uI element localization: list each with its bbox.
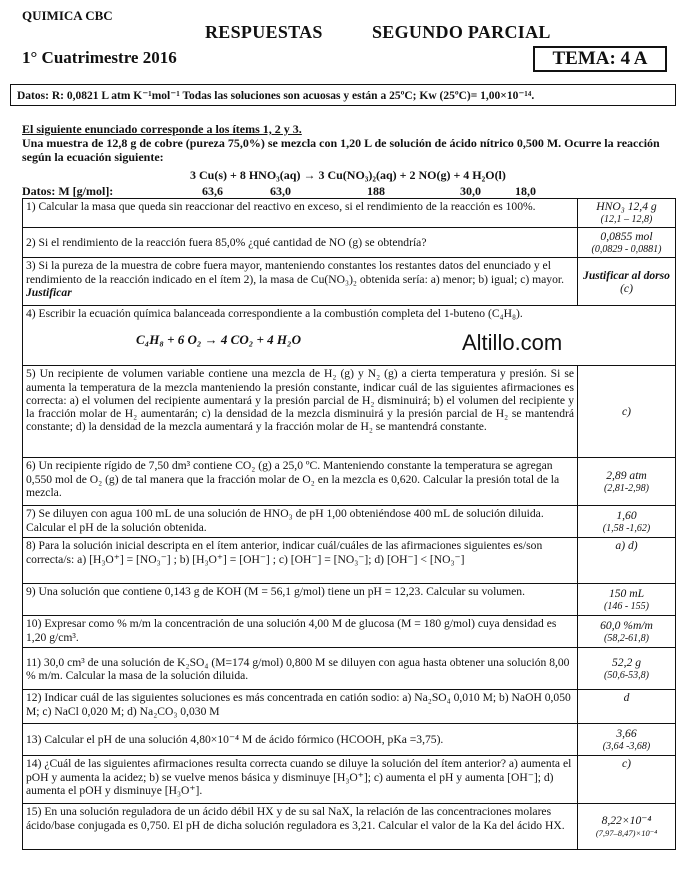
answer-value: 3,66 [616, 726, 637, 740]
watermark-logo: Altillo.com [462, 330, 563, 355]
intro-heading: El siguiente enunciado corresponde a los ítems 1, 2 y 3. [22, 122, 302, 136]
molar-mass-no: 30,0 [460, 184, 481, 198]
question-text: 7) Se diluyen con agua 100 mL de una solución de HNO₃ de pH 1,00 obteniéndose 400 mL de solución diluida. Calcular el pH de la solución obtenida. [23, 506, 578, 538]
datos-line: Datos: R: 0,0821 L atm K⁻¹mol⁻¹ Todas las soluciones son acuosas y están a 25ºC; Kw (25ºC)= 1,00×10⁻¹⁴. [10, 84, 676, 106]
intro-block [22, 122, 678, 164]
answer-value: 0,0855 mol [600, 229, 653, 243]
answer-value: HNO₃ 12,4 g [596, 200, 657, 213]
molar-mass-hno3: 63,0 [270, 184, 291, 198]
question-row [23, 616, 676, 648]
answer-range: (50,6-53,8) [604, 669, 649, 681]
molar-mass-cu: 63,6 [202, 184, 223, 198]
question-text: 1) Calcular la masa que queda sin reaccionar del reactivo en exceso, si el rendimiento de la reacción es 100%. [23, 199, 578, 228]
question-text: 13) Calcular el pH de una solución 4,80×10⁻⁴ M de ácido fórmico (HCOOH, pKa =3,75). [23, 724, 578, 756]
question-row [23, 458, 676, 506]
answer-range: (2,81-2,98) [604, 482, 649, 494]
question-row [23, 258, 676, 306]
intro-text: Una muestra de 12,8 g de cobre (pureza 75,0%) se mezcla con 1,20 L de solución de ácido nítrico 0,500 M. Ocurre la reacción según la ecuación siguiente: [22, 136, 660, 164]
answer-value: 52,2 g [612, 655, 641, 669]
answer-value: C₄H₈ + 6 O₂ → 4 CO₂ + 4 H₂O [136, 331, 301, 347]
question-text: 15) En una solución reguladora de un ácido débil HX y de su sal NaX, la relación de las concentraciones molares ácido/base conjugada es 0,750. El pH de dicha solución reguladora es 3,21. Calcular el valor de la Ka del ácido HX. [23, 804, 578, 850]
answer-range: (7,97–8,47)×10⁻⁴ [595, 827, 658, 838]
question-text: 2) Si el rendimiento de la reacción fuera 85,0% ¿qué cantidad de NO (g) se obtendría? [23, 228, 578, 258]
question-row [23, 506, 676, 538]
question-text: 3) Si la pureza de la muestra de cobre fuera mayor, manteniendo constantes los restantes datos del enunciado y el rendimiento de la reacción indicado en el ítem 2), la masa de Cu(NO₃)₂ obtenida sería: a) menor; b) igual; c) mayor. [26, 259, 564, 286]
answer-value: 150 mL [608, 586, 645, 600]
doc-title-left: RESPUESTAS [205, 22, 323, 42]
question-row [23, 804, 676, 850]
answer-value: 1,60 [616, 508, 637, 522]
answer-value: Justificar al dorso [583, 268, 670, 282]
reaction-equation: 3 Cu(s) + 8 HNO₃(aq) → 3 Cu(NO₃)₂(aq) + 2 NO(g) + 4 H₂O(l) [190, 168, 506, 182]
question-text: 11) 30,0 cm³ de una solución de K₂SO₄ (M=174 g/mol) 0,800 M se diluyen con agua hasta obtener una solución 8,00 % m/m. Calcular la masa de la solución diluida. [23, 648, 578, 690]
question-row [23, 648, 676, 690]
answer-range: (1,58 -1,62) [602, 522, 651, 534]
tema-box: TEMA: 4 A [533, 46, 667, 72]
question-row [23, 306, 676, 366]
answer-range: (0,0829 - 0,0881) [591, 243, 662, 255]
question-justify: Justificar [26, 285, 72, 299]
question-row [23, 199, 676, 228]
question-text: 10) Expresar como % m/m la concentración de una solución 4,00 M de glucosa (M = 180 g/mol) cuya densidad es 1,20 g/cm³. [23, 616, 578, 648]
answer-range: (58,2-61,8) [604, 632, 649, 644]
school-name: QUIMICA CBC [22, 8, 113, 23]
molar-mass-cuno3: 188 [367, 184, 385, 198]
question-text: 9) Una solución que contiene 0,143 g de KOH (M = 56,1 g/mol) tiene un pH = 12,23. Calcular su volumen. [23, 584, 578, 616]
questions-table [22, 198, 676, 850]
answer-range: (146 - 155) [604, 600, 649, 612]
answer-range: (c) [620, 281, 633, 295]
answer-range: (12,1 – 12,8) [600, 214, 653, 226]
answer-value: c) [621, 405, 631, 419]
term-label: 1° Cuatrimestre 2016 [22, 48, 177, 67]
question-row [23, 366, 676, 458]
question-row [23, 228, 676, 258]
answer-value: 8,22×10⁻⁴ [601, 813, 652, 827]
question-text: 8) Para la solución inicial descripta en el ítem anterior, indicar cuál/cuáles de las afirmaciones siguientes es/son correcta/s: a) [H₃O⁺] = [NO₃⁻] ; b) [H₃O⁺] = [OH⁻] ; c) [OH⁻] = [NO₃⁻]; d) [OH⁻] < [NO₃⁻] [23, 538, 578, 584]
question-text: 12) Indicar cuál de las siguientes soluciones es más concentrada en catión sodio: a) Na₂SO₄ 0,010 M; b) NaOH 0,050 M; c) NaCl 0,020 M; d) Na₂CO₃ 0,030 M [23, 690, 578, 724]
answer-value: a) d) [615, 539, 638, 553]
answer-range: (3,64 -3,68) [602, 740, 651, 752]
molar-mass-label: Datos: M [g/mol]: [22, 184, 114, 198]
question-row [23, 756, 676, 804]
molar-mass-h2o: 18,0 [515, 184, 536, 198]
question-text: 6) Un recipiente rígido de 7,50 dm³ contiene CO₂ (g) a 25,0 ºC. Manteniendo constante la temperatura se agregan 0,550 mol de O₂ (g) de tal manera que la fracción molar de O₂ en la mezcla es 0,620. Calcular la presión total de la mezcla. [23, 458, 578, 506]
question-row [23, 724, 676, 756]
answer-value: d [623, 691, 630, 705]
answer-value: 2,89 atm [606, 468, 647, 482]
question-row [23, 538, 676, 584]
answer-value: 60,0 %m/m [600, 618, 653, 632]
question-row [23, 584, 676, 616]
question-text: 5) Un recipiente de volumen variable contiene una mezcla de H₂ (g) y N₂ (g) a cierta temperatura y presión. Si se aumenta la temperatura de la mezcla manteniendo la presión constante, indicar cuál de las siguientes afirmaciones es correcta: a) el volumen del recipiente aumentará y la presión parcial de H₂ disminuirá; b) el volumen del recipiente y la fracción molar de H₂ aumentarán; c) la densidad de la mezcla disminuirá y la presión parcial de H₂ se mantendrá constante; d) la densidad de la mezcla aumentará y la fracción molar de H₂ se mantendrá constante. [23, 366, 578, 458]
answer-value: c) [621, 757, 631, 771]
question-text: 4) Escribir la ecuación química balanceada correspondiente a la combustión completa del 1-buteno (C₄H₈). [26, 307, 523, 321]
question-row [23, 690, 676, 724]
doc-title-right: SEGUNDO PARCIAL [372, 22, 551, 42]
question-text: 14) ¿Cuál de las siguientes afirmaciones resulta correcta cuando se diluye la solución del ítem anterior? a) aumenta el pOH y aumenta la acidez; b) se vuelve menos básica y disminuye [H₃O⁺]; c) aumenta el pH y aumenta [OH⁻]; d) aumenta el pOH y disminuye [H₃O⁺]. [23, 756, 578, 804]
